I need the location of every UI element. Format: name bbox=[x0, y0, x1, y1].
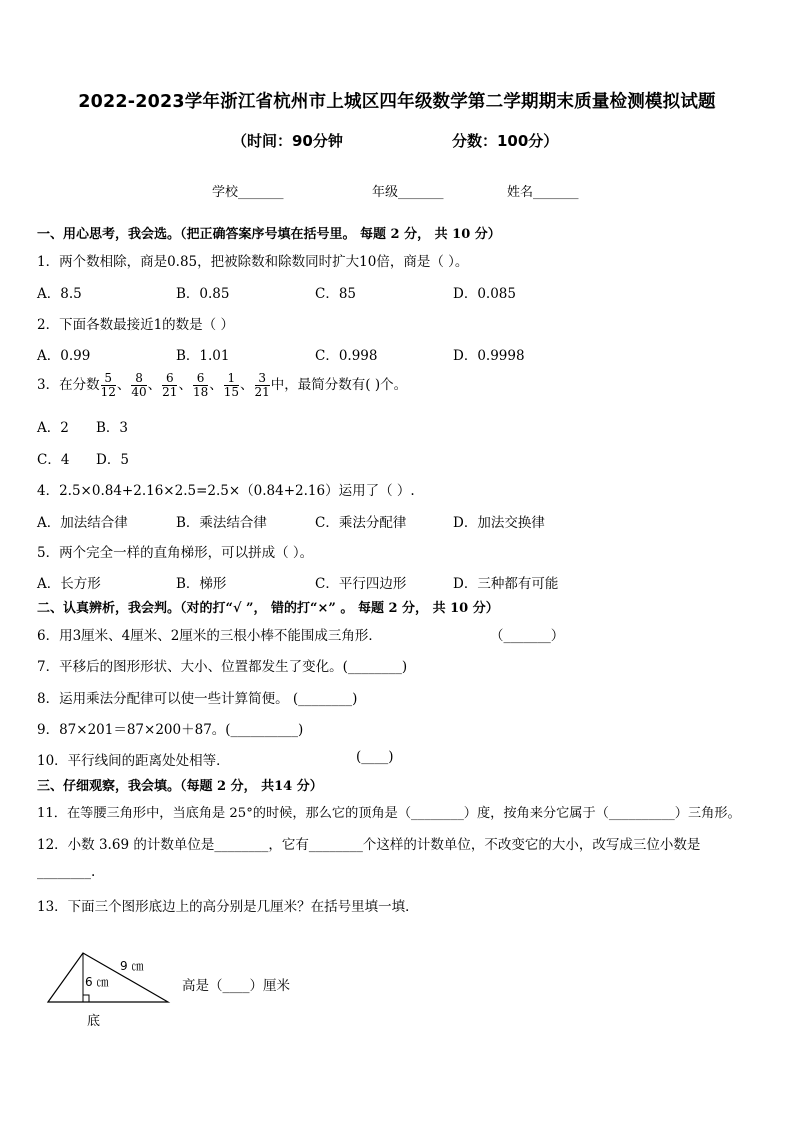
question-10: 10．平行线间的距离处处相等． bbox=[37, 753, 230, 769]
exam-score: 分数：100分） bbox=[452, 132, 559, 150]
question-8[interactable]: 8．运用乘法分配律可以使一些计算简便。 (________) bbox=[37, 691, 358, 707]
fraction-6-18: $\frac{6}{18}$ bbox=[192, 371, 209, 399]
height-label: 6 ㎝ bbox=[85, 975, 109, 989]
q1-option-a[interactable]: A．8.5 bbox=[37, 286, 82, 302]
section-1-heading: 一、用心思考，我会选。（把正确答案序号填在括号里。 每题 2 分， 共 10 分） bbox=[37, 227, 501, 242]
q1-option-c[interactable]: C．85 bbox=[315, 286, 357, 302]
section-3-heading: 三、仔细观察，我会填。（每题 2 分， 共14 分） bbox=[37, 779, 323, 794]
triangle-figure bbox=[40, 945, 180, 1035]
q2-option-a[interactable]: A．0.99 bbox=[37, 348, 91, 364]
fraction-1-15: $\frac{1}{15}$ bbox=[223, 371, 239, 399]
q4-option-c[interactable]: C．乘法分配律 bbox=[315, 515, 407, 531]
q10-answer-blank[interactable]: (____) bbox=[356, 749, 394, 765]
question-7[interactable]: 7．平移后的图形形状、大小、位置都发生了变化。(________) bbox=[37, 659, 408, 675]
q5-option-d[interactable]: D．三种都有可能 bbox=[453, 576, 559, 592]
question-2: 2．下面各数最接近1的数是（ ） bbox=[37, 317, 234, 333]
fraction-5-12: $\frac{5}{12}$ bbox=[100, 371, 116, 399]
exam-time: （时间：90分钟 bbox=[232, 132, 343, 150]
q2-option-c[interactable]: C．0.998 bbox=[315, 348, 378, 364]
section-2-heading: 二、认真辨析，我会判。（对的打“√ ”， 错的打“×” 。 每题 2 分， 共 10 分） bbox=[37, 601, 499, 616]
school-field[interactable]: 学校_______ bbox=[212, 185, 284, 200]
q4-option-b[interactable]: B．乘法结合律 bbox=[176, 515, 267, 531]
question-12[interactable]: 12．小数 3.69 的计数单位是________，它有________个这样的计数单位，不改变它的大小，改写成三位小数是 bbox=[37, 837, 701, 853]
q2-option-b[interactable]: B．1.01 bbox=[176, 348, 230, 364]
base-label: 底 bbox=[87, 1014, 101, 1029]
q5-option-a[interactable]: A．长方形 bbox=[37, 576, 101, 592]
q1-option-b[interactable]: B．0.85 bbox=[176, 286, 230, 302]
fraction-3-21: $\frac{3}{21}$ bbox=[254, 371, 270, 399]
q3-option-a[interactable]: A．2 bbox=[37, 420, 69, 436]
page-title: 2022-2023学年浙江省杭州市上城区四年级数学第二学期期末质量检测模拟试题 bbox=[78, 92, 716, 112]
q5-option-b[interactable]: B．梯形 bbox=[176, 576, 227, 592]
name-field[interactable]: 姓名_______ bbox=[507, 185, 579, 200]
q6-answer-blank[interactable]: （_______） bbox=[490, 628, 565, 644]
height-answer[interactable]: 高是（____）厘米 bbox=[182, 978, 290, 994]
q5-option-c[interactable]: C．平行四边形 bbox=[315, 576, 407, 592]
question-6: 6．用3厘米、4厘米、2厘米的三根小棒不能围成三角形． bbox=[37, 628, 382, 644]
fraction-6-21: $\frac{6}{21}$ bbox=[162, 371, 178, 399]
question-3: 3．在分数 $\frac{5}{12}$ 、 $\frac{8}{40}$ 、 $\frac{6}{21}$ 、 $\frac{6}{18}$ 、 $\frac{1}{15}$ 、 $\frac{3}{21}$ 中，最简分数有( )个。 bbox=[37, 371, 408, 399]
q1-option-d[interactable]: D．0.085 bbox=[453, 286, 516, 302]
q3-prefix: 3．在分数 bbox=[37, 377, 100, 393]
question-13: 13．下面三个图形底边上的高分别是几厘米？在括号里填一填． bbox=[37, 899, 419, 915]
q3-suffix: 中，最简分数有( )个。 bbox=[270, 377, 408, 393]
question-12-continued[interactable]: ________. bbox=[37, 864, 96, 880]
right-angle-mark bbox=[83, 995, 89, 1002]
fraction-8-40: $\frac{8}{40}$ bbox=[131, 371, 147, 399]
q4-option-a[interactable]: A．加法结合律 bbox=[37, 515, 128, 531]
grade-field[interactable]: 年级_______ bbox=[372, 185, 444, 200]
q4-option-d[interactable]: D．加法交换律 bbox=[453, 515, 545, 531]
question-9[interactable]: 9．87×201＝87×200＋87。(__________) bbox=[37, 722, 304, 738]
q3-option-c[interactable]: C．4 bbox=[37, 452, 70, 468]
question-5: 5．两个完全一样的直角梯形，可以拼成（ ）。 bbox=[37, 545, 314, 561]
question-1: 1．两个数相除，商是0.85，把被除数和除数同时扩大10倍，商是（ ）。 bbox=[37, 254, 469, 270]
question-11[interactable]: 11．在等腰三角形中，当底角是 25°的时候，那么它的顶角是（________）度，按角来分它属于（__________）三角形。 bbox=[37, 806, 741, 821]
q3-option-b[interactable]: B．3 bbox=[96, 420, 129, 436]
q2-option-d[interactable]: D．0.9998 bbox=[453, 348, 525, 364]
q3-option-d[interactable]: D．5 bbox=[96, 452, 129, 468]
side-length-label: 9 ㎝ bbox=[120, 959, 144, 973]
question-4: 4．2.5×0.84+2.16×2.5=2.5×（0.84+2.16）运用了（ ）. bbox=[37, 483, 415, 499]
